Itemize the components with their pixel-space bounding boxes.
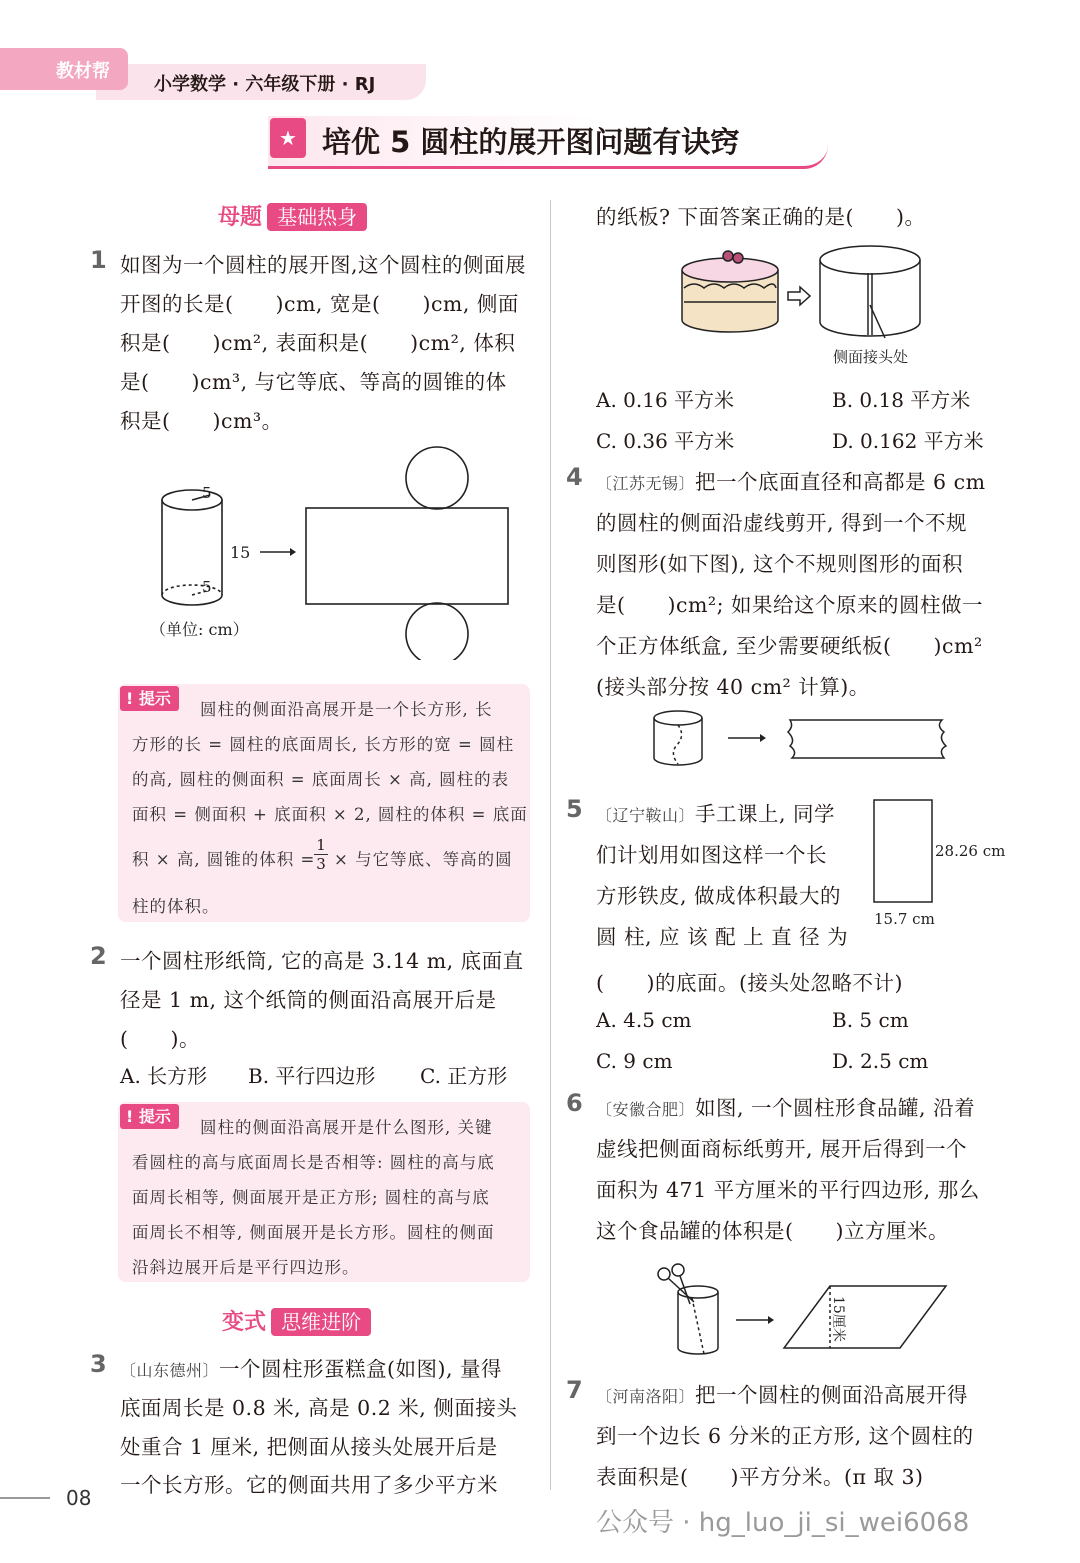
q1-cylinder-net-figure	[150, 440, 530, 660]
q2-option: C. 正方形	[420, 1064, 508, 1088]
page-rule	[0, 1497, 50, 1499]
q4-line: 把一个底面直径和高都是 6 cm	[695, 470, 986, 494]
q5-option: D. 2.5 cm	[832, 1049, 929, 1073]
q7-source: 〔河南洛阳〕	[596, 1387, 696, 1406]
hint2-line: 沿斜边展开后是平行四边形。	[132, 1258, 360, 1277]
q7-line: 把一个圆柱的侧面沿高展开得	[695, 1383, 969, 1407]
q4-number: 4	[566, 463, 583, 491]
section-basic	[218, 200, 367, 234]
hint2-line: 面周长相等, 侧面展开是正方形; 圆柱的高与底	[132, 1188, 490, 1207]
star-icon: ★	[270, 118, 306, 158]
q3-line: 处重合 1 厘米, 把侧面从接头处展开后是	[120, 1435, 498, 1459]
q5-line: ( )的底面。(接头处忽略不计)	[596, 971, 903, 995]
q5-line: 圆 柱, 应 该 配 上 直 径 为	[596, 925, 849, 949]
q3-option: C. 0.36 平方米	[596, 429, 735, 453]
hint1-line: 柱的体积。	[132, 897, 220, 916]
q5-option: A. 4.5 cm	[596, 1008, 692, 1032]
q2-line: ( )。	[120, 1027, 200, 1051]
q4-line: 则图形(如下图), 这个不规则图形的面积	[596, 552, 964, 576]
q1-line: 积是( )cm², 表面积是( )cm², 体积	[120, 331, 516, 355]
q1-line: 是( )cm³, 与它等底、等高的圆锥的体	[120, 370, 507, 394]
q1-line: 积是( )cm³。	[120, 409, 283, 433]
q5-fig-width: 15.7 cm	[874, 910, 935, 928]
q5-rectangle-figure	[872, 796, 1012, 936]
q1-line: 开图的长是( )cm, 宽是( )cm, 侧面	[120, 292, 519, 316]
watermark: 公众号 · hg_luo_ji_si_wei6068	[596, 1508, 970, 1538]
q5-line: 们计划用如图这样一个长	[596, 843, 827, 867]
q6-line-first	[596, 1091, 975, 1121]
section-basic-tag: 基础热身	[267, 203, 367, 231]
page-number: 08	[66, 1486, 92, 1510]
q4-line: 是( )cm²; 如果给这个原来的圆柱做一	[596, 593, 984, 617]
q5-line: 手工课上, 同学	[695, 802, 836, 826]
q3-line: 的纸板? 下面答案正确的是( )。	[596, 205, 926, 229]
q5-number: 5	[566, 795, 583, 823]
q4-line: (接头部分按 40 cm² 计算)。	[596, 675, 870, 699]
q5-source: 〔辽宁鞍山〕	[596, 806, 696, 825]
fraction-denominator: 3	[314, 854, 328, 873]
section-advanced-label: 变式	[222, 1310, 267, 1335]
hint2-line: 看圆柱的高与底面周长是否相等: 圆柱的高与底	[132, 1153, 495, 1172]
page-title: 培优 5 圆柱的展开图问题有诀窍	[322, 125, 740, 159]
q2-option: B. 平行四边形	[248, 1064, 376, 1088]
q3-line-first	[120, 1352, 502, 1382]
section-basic-label: 母题	[218, 205, 263, 230]
section-advanced-tag: 思维进阶	[271, 1308, 371, 1336]
q4-line-first	[596, 465, 986, 495]
q2-line: 径是 1 m, 这个纸筒的侧面沿高展开后是	[120, 988, 497, 1012]
q1-fig-height-label: 15	[230, 543, 251, 562]
q5-line: 方形铁皮, 做成体积最大的	[596, 884, 842, 908]
q3-line: 底面周长是 0.8 米, 高是 0.2 米, 侧面接头	[120, 1396, 518, 1420]
q3-line: 一个圆柱形蛋糕盒(如图), 量得	[219, 1357, 503, 1381]
q4-line: 的圆柱的侧面沿虚线剪开, 得到一个不规	[596, 511, 968, 535]
q6-line: 这个食品罐的体积是( )立方厘米。	[596, 1219, 949, 1243]
fraction-numerator: 1	[316, 836, 326, 854]
q4-line: 个正方体纸盒, 至少需要硬纸板( )cm²	[596, 634, 983, 658]
hint-tag-1: ! 提示	[120, 686, 179, 711]
q5-option: C. 9 cm	[596, 1049, 673, 1073]
book-title: 小学数学 · 六年级下册 · RJ	[154, 74, 376, 95]
q3-fig-label: 侧面接头处	[833, 348, 909, 366]
q6-figure	[650, 1262, 950, 1362]
q6-source: 〔安徽合肥〕	[596, 1100, 696, 1119]
q6-number: 6	[566, 1089, 583, 1117]
q1-line: 如图为一个圆柱的展开图,这个圆柱的侧面展	[120, 253, 527, 277]
q5-option: B. 5 cm	[832, 1008, 909, 1032]
hint1-line: × 与它等底、等高的圆	[334, 850, 513, 869]
q3-line: 一个长方形。它的侧面共用了多少平方米	[120, 1473, 498, 1497]
q2-number: 2	[90, 942, 107, 970]
q3-option: D. 0.162 平方米	[832, 429, 984, 453]
q6-fig-label: 15厘米	[830, 1296, 846, 1342]
q6-line: 如图, 一个圆柱形食品罐, 沿着	[695, 1096, 976, 1120]
q4-figure	[650, 706, 950, 786]
brand-tab	[0, 48, 128, 90]
q6-line: 面积为 471 平方厘米的平行四边形, 那么	[596, 1178, 980, 1202]
hint2-line: 面周长不相等, 侧面展开是长方形。圆柱的侧面	[132, 1223, 495, 1242]
q6-line: 虚线把侧面商标纸剪开, 展开后得到一个	[596, 1137, 968, 1161]
hint2-line: 圆柱的侧面沿高展开是什么图形, 关键	[200, 1118, 493, 1137]
q5-fig-height: 28.26 cm	[935, 842, 1006, 860]
fraction-one-third	[314, 836, 328, 873]
hint1-line: 的高, 圆柱的侧面积 = 底面周长 × 高, 圆柱的表	[132, 770, 510, 789]
hint1-line: 圆柱的侧面沿高展开是一个长方形, 长	[200, 700, 493, 719]
q4-source: 〔江苏无锡〕	[596, 474, 696, 493]
q3-option: B. 0.18 平方米	[832, 388, 971, 412]
q7-line-first	[596, 1378, 968, 1408]
header-band	[96, 64, 426, 100]
q1-fig-unit: （单位: cm）	[150, 620, 249, 639]
hint1-line: 面积 = 侧面积 + 底面积 × 2, 圆柱的体积 = 底面	[132, 805, 528, 824]
hint1-line: 积 × 高, 圆锥的体积 =	[132, 850, 316, 869]
q7-number: 7	[566, 1376, 583, 1404]
q1-fig-top-label: 5	[202, 484, 212, 502]
column-divider	[550, 200, 551, 1490]
q7-line: 表面积是( )平方分米。(π 取 3)	[596, 1465, 924, 1489]
q1-fig-bottom-label: 5	[202, 578, 212, 596]
hint1-line: 方形的长 = 圆柱的底面周长, 长方形的宽 = 圆柱	[132, 735, 515, 754]
q3-cake-figure	[670, 240, 950, 370]
q3-option: A. 0.16 平方米	[596, 388, 735, 412]
q7-line: 到一个边长 6 分米的正方形, 这个圆柱的	[596, 1424, 974, 1448]
brand-label: 教材帮	[56, 61, 110, 82]
section-advanced	[222, 1305, 371, 1339]
hint-tag-2: ! 提示	[120, 1104, 179, 1129]
q3-number: 3	[90, 1350, 107, 1378]
q5-line-first	[596, 797, 835, 827]
q1-number: 1	[90, 246, 107, 274]
q2-option: A. 长方形	[120, 1064, 208, 1088]
q3-source: 〔山东德州〕	[120, 1361, 220, 1380]
q2-line: 一个圆柱形纸筒, 它的高是 3.14 m, 底面直	[120, 949, 524, 973]
